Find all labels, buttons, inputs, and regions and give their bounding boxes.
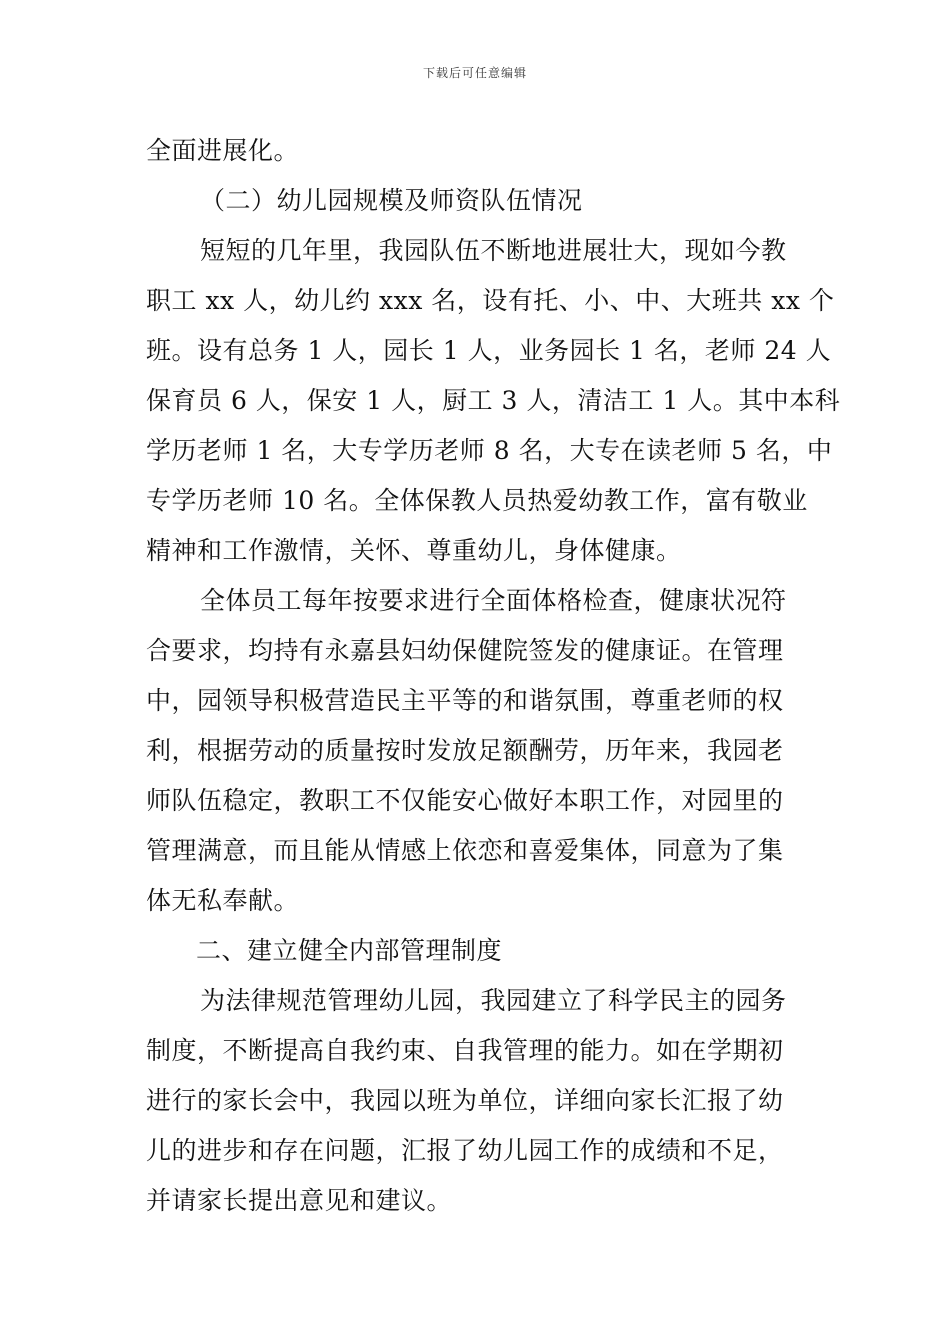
document-body [146,126,841,1226]
section-heading: （二）幼儿园规模及师资队伍情况 [200,186,583,215]
text-line: 中，园领导积极营造民主平等的和谐氛围，尊重老师的权 [146,686,784,715]
text-line: 短短的几年里，我园队伍不断地进展壮大，现如今教 [200,236,787,265]
text-line: 儿的进步和存在问题，汇报了幼儿园工作的成绩和不足， [146,1136,784,1165]
text-line: 利，根据劳动的质量按时发放足额酬劳，历年来，我园老 [146,736,784,765]
text-line: 学历老师 1 名，大专学历老师 8 名，大专在读老师 5 名，中 [146,436,833,465]
text-line: 制度，不断提高自我约束、自我管理的能力。如在学期初 [146,1036,784,1065]
section-heading: 二、建立健全内部管理制度 [196,936,503,965]
text-line: 保育员 6 人，保安 1 人，厨工 3 人，清洁工 1 人。其中本科 [146,386,841,415]
text-line: 进行的家长会中，我园以班为单位，详细向家长汇报了幼 [146,1086,784,1115]
text-line: 职工 xx 人，幼儿约 xxx 名，设有托、小、中、大班共 xx 个 [146,286,835,315]
text-line: 合要求，均持有永嘉县妇幼保健院签发的健康证。在管理 [146,636,784,665]
text-line: 全面进展化。 [146,136,300,165]
text-line: 管理满意，而且能从情感上依恋和喜爱集体，同意为了集 [146,836,784,865]
text-line: 为法律规范管理幼儿园，我园建立了科学民主的园务 [200,986,787,1015]
text-line: 班。设有总务 1 人，园长 1 人，业务园长 1 名，老师 24 人 [146,336,832,365]
text-line: 精神和工作激情，关怀、尊重幼儿，身体健康。 [146,536,682,565]
text-line: 全体员工每年按要求进行全面体格检查，健康状况符 [200,586,787,615]
text-line: 体无私奉献。 [146,886,300,915]
text-line: 并请家长提出意见和建议。 [146,1186,453,1215]
text-line: 师队伍稳定，教职工不仅能安心做好本职工作，对园里的 [146,786,784,815]
page-header: 下载后可任意编辑 [422,66,527,80]
text-line: 专学历老师 10 名。全体保教人员热爱幼教工作，富有敬业 [146,486,808,515]
